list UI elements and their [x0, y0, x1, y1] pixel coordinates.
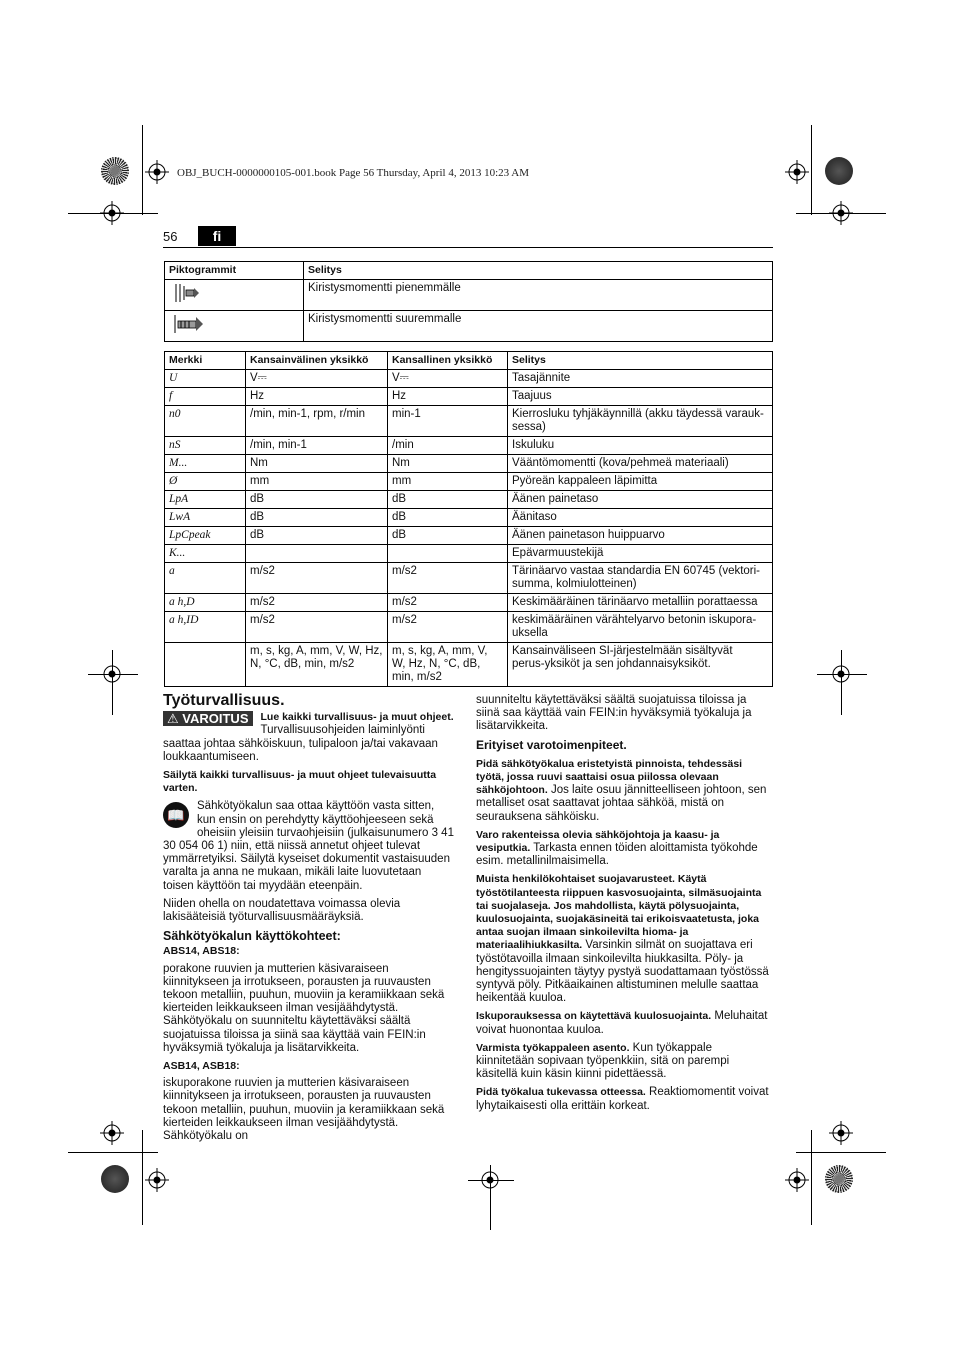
- unit-row: [165, 563, 773, 594]
- unit-row: [165, 388, 773, 406]
- unit-national: m/s2: [388, 563, 508, 594]
- unit-national: m/s2: [388, 612, 508, 643]
- unit-national: m/s2: [388, 594, 508, 612]
- use-title: Sähkötyökalun käyttökohteet:: [163, 929, 341, 944]
- keep-instructions: Säilytä kaikki turvallisuus- ja muut ohjeet tulevaisuutta varten.: [163, 769, 437, 795]
- pict-desc-1: Kiristysmomentti pienemmälle: [304, 280, 773, 311]
- model1-text: porakone ruuvien ja mutterien käsivaraiseen kiinnitykseen ja irrotukseen, porausten ja ruuvausten tekoon metalliin, puuhun, muoviin ja keramiikkaan sekä kierteiden leikkaukseen ilman vesijäähdytystä. Sähkötyökalu on suunniteltu käytettäväksi säältä suojatuissa tiloissa ja siinä saa käyttää vain FEIN:in hyväksymiä työkaluja ja lisätarvikkeita.: [163, 962, 445, 1054]
- unit-description: keskimääräinen värähtelyarvo betonin iskupora-uksella: [508, 612, 773, 643]
- unit-international: dB: [246, 527, 388, 545]
- unit-symbol: U: [165, 370, 246, 388]
- unit-symbol: a h,ID: [165, 612, 246, 643]
- unit-description: Pyöreän kappaleen läpimitta: [508, 473, 773, 491]
- header-rule: [163, 247, 773, 248]
- unit-table: [164, 351, 773, 687]
- torque-lower-icon: [169, 282, 209, 304]
- precaution-3: Muista henkilökohtaiset suojavarusteet. Käytä työstötilanteesta riippuen kasvosuojainta, silmäsuojainta tai suojalaseja. Jos mahdollista, käytä pölysuojainta, kuulosuojainta, suojakäsineitä tai erikoisvaatetusta, joka antaa suojan ilmaan sinkoilevilta hioma- ja materiaalihiukkasilta. Varsinkin silmät on suojattava eri työstötavoilla ilmaan sinkoilevilta hiukkasilta. Pöly- ja hengityssuojainten täytyy pystyä suodattamaan työstössä syntyvä pöly. Pitkäaikainen altistuminen melulle saattaa heikentää kuuloa.: [476, 873, 769, 1005]
- warning-badge: ⚠ VAROITUS: [163, 711, 253, 726]
- unit-row: [165, 455, 773, 473]
- unit-national: /min: [388, 437, 508, 455]
- model2-label: ASB14, ASB18:: [163, 1060, 240, 1073]
- unit-national: Nm: [388, 455, 508, 473]
- unit-description: Äänitaso: [508, 509, 773, 527]
- unit-symbol: a: [165, 563, 246, 594]
- unit-description: Äänen painetason huippuarvo: [508, 527, 773, 545]
- pictogram-table: [164, 261, 773, 342]
- warning-paragraph: ⚠ VAROITUS Lue kaikki turvallisuus- ja muut ohjeet. Turvallisuusohjeiden laiminlyönti saattaa johtaa sähköiskuun, tulipaloon ja/tai vakavaan loukkaantumiseen.: [163, 711, 454, 763]
- unit-row: [165, 545, 773, 563]
- unit-symbol: a h,D: [165, 594, 246, 612]
- laws-paragraph: Niiden ohella on noudatettava voimassa olevia lakisääteisiä työturvallisuusmääräyksiä.: [163, 897, 401, 924]
- unit-description: Tärinäarvo vastaa standardia EN 60745 (vektori-summa, kolmiulotteinen): [508, 563, 773, 594]
- unit-symbol: LwA: [165, 509, 246, 527]
- unit-header-nat: Kansallinen yksikkö: [388, 352, 508, 370]
- unit-symbol: LpCpeak: [165, 527, 246, 545]
- unit-international: /min, min-1, rpm, r/min: [246, 406, 388, 437]
- torque-higher-icon: [169, 313, 209, 335]
- pict-header-2: Selitys: [304, 262, 773, 280]
- precaution-2: Varo rakenteissa olevia sähköjohtoja ja kaasu- ja vesiputkia. Tarkasta ennen töiden aloittamista työkohde esim. metallinilmaisimella.: [476, 828, 758, 868]
- unit-description: Kansainväliseen SI-järjestelmään sisältyvät perus-yksiköt ja sen johdannaisyksiköt.: [508, 643, 773, 687]
- unit-row: [165, 612, 773, 643]
- precaution-1: Pidä sähkötyökalua eristetyistä pinnoista, tehdessäsi työtä, jossa ruuvi saattaisi osua piilossa olevaan sähköjohtoon. Jos laite osuu jännitteelliseen johtoon, sen metalliset osat saattavat johtaa sähköä, mistä on seurauksena sähköisku.: [476, 757, 767, 823]
- unit-international: /min, min-1: [246, 437, 388, 455]
- unit-row: [165, 527, 773, 545]
- unit-row: [165, 473, 773, 491]
- unit-symbol: K...: [165, 545, 246, 563]
- unit-international: m, s, kg, A, mm, V, W, Hz, N, °C, dB, min, m/s2: [246, 643, 388, 687]
- unit-description: Keskimääräinen tärinäarvo metalliin porattaessa: [508, 594, 773, 612]
- unit-national: Hz: [388, 388, 508, 406]
- unit-international: V⎓: [246, 370, 388, 388]
- unit-national: min-1: [388, 406, 508, 437]
- unit-national: [388, 545, 508, 563]
- unit-row: [165, 437, 773, 455]
- unit-international: m/s2: [246, 563, 388, 594]
- pict-icon-cell: [165, 311, 304, 342]
- unit-header-intl: Kansainvälinen yksikkö: [246, 352, 388, 370]
- safety-title: Työturvallisuus.: [163, 692, 285, 709]
- file-info-line: OBJ_BUCH-0000000105-001.book Page 56 Thursday, April 4, 2013 10:23 AM: [177, 167, 529, 179]
- unit-international: mm: [246, 473, 388, 491]
- unit-row: [165, 509, 773, 527]
- unit-description: Iskuluku: [508, 437, 773, 455]
- continued-text: suunniteltu käytettäväksi säältä suojatuissa tiloissa ja siinä saa käyttää vain FEIN:in hyväksymiä työkaluja ja lisätarvikkeita.: [476, 694, 752, 733]
- unit-national: dB: [388, 527, 508, 545]
- unit-row: [165, 406, 773, 437]
- unit-symbol: nS: [165, 437, 246, 455]
- unit-description: Vääntömomentti (kova/pehmeä materiaali): [508, 455, 773, 473]
- unit-description: Taajuus: [508, 388, 773, 406]
- unit-description: Tasajännite: [508, 370, 773, 388]
- unit-symbol: LpA: [165, 491, 246, 509]
- unit-symbol: [165, 643, 246, 687]
- safety-section: [163, 694, 455, 1148]
- precaution-6: Pidä työkalua tukevassa otteessa. Reaktiomomentit voivat lyhytaikaisesti olla erittäin korkeat.: [476, 1086, 769, 1112]
- unit-national: dB: [388, 491, 508, 509]
- unit-row: [165, 370, 773, 388]
- pict-desc-2: Kiristysmomentti suuremmalle: [304, 311, 773, 342]
- unit-row: [165, 491, 773, 509]
- unit-international: m/s2: [246, 612, 388, 643]
- unit-symbol: n0: [165, 406, 246, 437]
- model1-label: ABS14, ABS18:: [163, 945, 240, 958]
- unit-description: Epävarmuustekijä: [508, 545, 773, 563]
- unit-international: Hz: [246, 388, 388, 406]
- unit-header-desc: Selitys: [508, 352, 773, 370]
- unit-national: dB: [388, 509, 508, 527]
- unit-international: [246, 545, 388, 563]
- special-title: Erityiset varotoimenpiteet.: [476, 737, 627, 752]
- unit-description: Äänen painetaso: [508, 491, 773, 509]
- unit-symbol: f: [165, 388, 246, 406]
- precaution-5: Varmista työkappaleen asento. Kun työkappale kiinnitetään sopivaan työpenkkiin, sitä on parempi käsitellä kuin käsin kiinni pidettäessä.: [476, 1041, 730, 1081]
- unit-symbol: Ø: [165, 473, 246, 491]
- precaution-4: Iskuporauksessa on käytettävä kuulosuojainta. Meluhaitat voivat huonontaa kuuloa.: [476, 1010, 768, 1036]
- read-manual-icon: 📖: [163, 802, 189, 828]
- unit-description: Kierrosluku tyhjäkäynnillä (akku täydessä varauk-sessa): [508, 406, 773, 437]
- unit-international: Nm: [246, 455, 388, 473]
- model2-text: iskuporakone ruuvien ja mutterien käsivaraiseen kiinnitykseen ja irrotukseen, porausten ja ruuvausten tekoon metalliin, puuhun, muoviin ja keramiikkaan sekä kierteiden leikkaukseen ilman vesijäähdytystä. Sähkötyökalu on: [163, 1077, 445, 1143]
- unit-row: [165, 594, 773, 612]
- manual-paragraph: 📖 Sähkötyökalun saa ottaa käyttöön vasta sitten, kun ensin on perehdytty käyttöohjeeseen sekä oheisiin yleisiin turvaohjeisiin (julkaisunumero 3 41 30 054 06 1) niin, että niissä annetut ohjeet tulevat ymmärretyiksi. Säilytä kyseiset dokumentit vastaisuuden varalta ja anna ne mukaan, mikäli laite luovutetaan toisen käyttöön tai myydään eteenpäin.: [163, 800, 454, 892]
- unit-header-sym: Merkki: [165, 352, 246, 370]
- language-tag: fi: [198, 226, 236, 246]
- pict-header-1: Piktogrammit: [165, 262, 304, 280]
- unit-national: mm: [388, 473, 508, 491]
- unit-national: m, s, kg, A, mm, V, W, Hz, N, °C, dB, min, m/s2: [388, 643, 508, 687]
- unit-row: [165, 643, 773, 687]
- unit-international: dB: [246, 491, 388, 509]
- page-number: 56: [163, 229, 178, 244]
- unit-symbol: M...: [165, 455, 246, 473]
- precautions-section: [476, 694, 773, 1118]
- unit-national: V⎓: [388, 370, 508, 388]
- unit-international: dB: [246, 509, 388, 527]
- pict-icon-cell: [165, 280, 304, 311]
- unit-international: m/s2: [246, 594, 388, 612]
